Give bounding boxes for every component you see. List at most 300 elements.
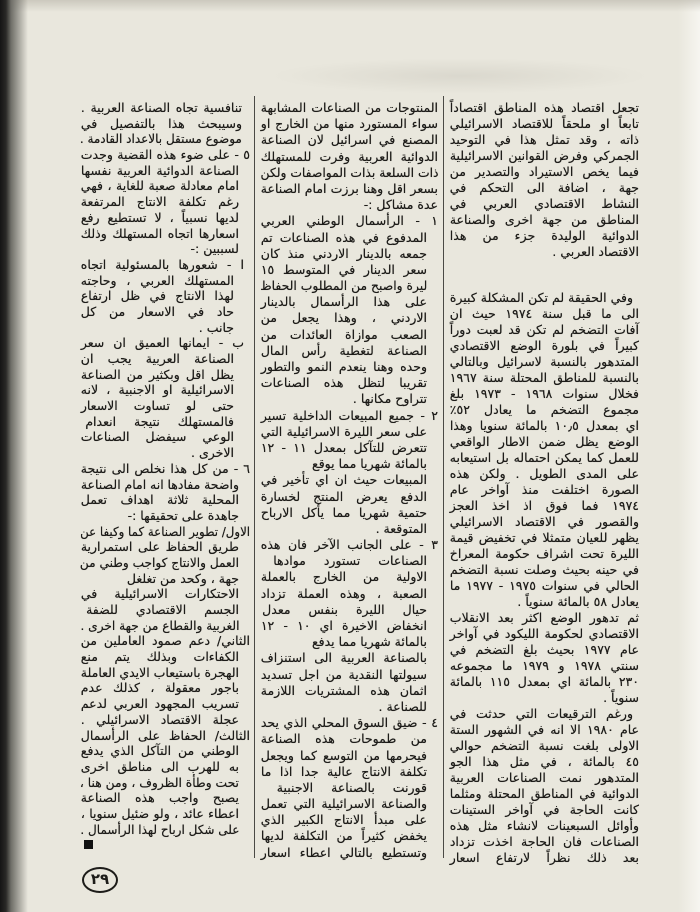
text-line [449, 370, 639, 386]
text-line [260, 116, 438, 132]
text-line-content: الوطني من التآكل الذي يدفع [80, 743, 239, 759]
text-line [260, 505, 438, 521]
text-line-content: الاحتكارات الاسرائيلية في [80, 586, 239, 602]
text-line [260, 699, 438, 715]
text-line-content: حتمية شهريا مما يأكل الارباح [260, 504, 427, 520]
text-line-content: جهة ، اضافة الى التحكم في [449, 180, 639, 195]
text-line [260, 359, 438, 375]
text-line [260, 553, 438, 569]
text-line-content: وسيبحث هذا بالتفصيل في [80, 115, 242, 131]
text-line [449, 514, 639, 530]
text-line [260, 731, 438, 747]
text-line [449, 546, 639, 562]
text-line [449, 338, 639, 354]
text-line [80, 618, 250, 634]
text-line [80, 414, 250, 430]
text-line-content: ٢٣٠ بالمائة اي بمعدل ١١٥ بالمائة [449, 674, 639, 689]
text-line [80, 351, 250, 367]
text-line-content: قورنت بالصناعة الاجنبية [276, 779, 427, 795]
text-line [80, 273, 250, 289]
text-line-content: المتوقعة . [375, 520, 427, 536]
text-line-content: ورغم الترقيعات التي حدثت في [449, 706, 633, 721]
text-line [260, 213, 438, 229]
text-line [449, 322, 639, 338]
text-line-content: باجور معقولة ، كذلك عدم [80, 680, 239, 696]
text-line-content: بالمائة شهريا مما يوقع [312, 456, 427, 472]
text-line-content: تكلفة الانتاج عالية جدا اذا ما [260, 763, 427, 779]
text-line-content: فيما يخص الاستيراد والتصدير من [449, 164, 639, 179]
text-line-content: العمل والانتاج كواجب وطني من [79, 554, 239, 570]
text-line-content: عجلة الاقتصاد الاسرائيلي . [80, 711, 239, 727]
text-line [260, 683, 438, 699]
text-line-content: على سعر الليرة الاسرائيلية التي [260, 423, 427, 439]
text-line-content: الاولى بلغت نسبة التضخم حوالي [449, 738, 639, 753]
text-line-content: الصناعة الدوائية العربية نفسها [80, 162, 239, 178]
text-line [260, 294, 438, 310]
text-line [80, 633, 250, 649]
text-line-content: انخفاض الاخيرة اي ١٠ - ١٢ [260, 618, 427, 633]
text-line-content: تتعرض للتآكل بمعدل ١١ - ١٢ [260, 439, 427, 455]
text-line [80, 241, 250, 257]
text-line-content: اثمان هذه المشتريات اللازمة [260, 682, 427, 698]
text-line [80, 257, 250, 273]
text-line [449, 244, 639, 260]
text-line [260, 100, 438, 116]
text-line-content: وفي الحقيقة لم تكن المشكلة كبيرة [449, 290, 633, 305]
text-line-content: سعر الدينار في المتوسط ١٥ [260, 261, 427, 277]
text-line-content: الغربية والقطاع من جهة اخرى . [79, 617, 239, 633]
text-line-content: فخلال سنوات ١٩٦٨ - ١٩٧٣ بلغ [449, 386, 639, 401]
text-line [260, 650, 438, 666]
text-line [260, 424, 438, 440]
text-line [80, 226, 250, 242]
list-item [260, 715, 438, 861]
text-line-content: يصبح واجب هذه الصناعة [80, 790, 239, 806]
text-line-content: الدوائية الوليدة جزء من هذا [449, 228, 639, 243]
text-line-content: تنافسية تجاه الصناعة العربية . [80, 100, 242, 115]
text-line-content: على مبدأ الانتاج الكبير الذي [260, 812, 427, 828]
text-line [260, 780, 438, 796]
text-line [80, 194, 250, 210]
text-line-content: الليرة تحت اشراف حكومة المعراخ [449, 546, 639, 561]
text-line-content: ٣ - على الجانب الآخر فان هذه [260, 537, 438, 553]
text-line-content: به للهرب الى مناطق اخرى [80, 758, 239, 774]
text-line [260, 586, 438, 602]
list-item-continuation [80, 100, 250, 147]
text-line [260, 521, 438, 537]
text-line [260, 618, 438, 634]
text-line-content: سواء المستورد منها من الخارج او [260, 116, 438, 132]
text-line [449, 818, 639, 834]
text-line [260, 408, 438, 424]
goal-item [80, 524, 250, 634]
text-line-content: ثم تدهور الوضع اكثر بعد الانقلاب [449, 610, 639, 625]
text-line-content: تجعل اقتصاد هذه المناطق اقتصاداً [449, 100, 639, 115]
text-line [449, 306, 639, 322]
text-line [260, 634, 438, 650]
text-line [260, 715, 438, 731]
text-line [80, 759, 250, 775]
text-line-content: الاخرى . [191, 445, 234, 461]
text-line-content: جمعه بالدينار الاردني منذ كان [260, 245, 427, 261]
text-line [449, 132, 639, 148]
text-line [80, 367, 250, 383]
text-line [260, 569, 438, 585]
text-line [449, 642, 639, 658]
text-line [80, 539, 250, 555]
column-rule [443, 96, 444, 858]
text-line-content: ذاته ، وقد تمثل هذا في التوحيد [449, 132, 639, 147]
text-line-content: ب - ايمانها العميق ان سعر [80, 335, 244, 351]
text-line [449, 164, 639, 180]
text-line [80, 571, 250, 587]
text-line [260, 472, 438, 488]
text-line-content: الكفاءات وبذلك يتم منع [80, 649, 239, 665]
list-item [260, 408, 438, 538]
text-line-content: الهجرة باستيعاب الايدي العاملة [80, 664, 239, 680]
text-line [449, 418, 639, 434]
text-line [449, 402, 639, 418]
text-line [449, 786, 639, 802]
list-item [260, 213, 438, 407]
text-line-content: الدوائية في المناطق المحتلة ومثلما [449, 786, 639, 801]
column-left [80, 100, 250, 837]
text-line [449, 706, 639, 722]
text-line-content: الحالي في سنوات ١٩٧٥ - ١٩٧٧ ما [449, 578, 639, 593]
text-line [80, 524, 250, 540]
text-line-content: يخفض كثيراً من التكلفة لديها [260, 828, 427, 844]
text-line [449, 228, 639, 244]
text-line [80, 461, 250, 477]
text-line-content: ١٩٧٤ فما فوق اذ اخذ العجز [449, 498, 639, 513]
text-line [260, 310, 438, 326]
text-line [449, 116, 639, 132]
text-line [80, 100, 250, 116]
text-line [449, 850, 639, 866]
text-line [260, 343, 438, 359]
text-line-content: الجسم الاقتصادي للضفة [86, 602, 239, 617]
text-line-content: لديها نسبياً ، لا تستطيع رفع [80, 209, 239, 225]
text-line [449, 802, 639, 818]
paragraph [449, 290, 639, 610]
text-line [80, 288, 250, 304]
text-line-content: الاقتصاد العربي . [552, 244, 639, 259]
text-line-content: الوضع يظل ضمن الاطار الواقعي [449, 434, 639, 449]
text-line-content: وتستطيع بالتالي اعطاء اسعار [260, 844, 427, 860]
text-line [80, 665, 250, 681]
goal-item [80, 633, 250, 727]
text-line-content: امام معادلة صعبة للغاية ، فهي [80, 178, 239, 194]
list-item [80, 147, 250, 257]
text-line [449, 466, 639, 482]
text-line [260, 489, 438, 505]
text-line-content: المتدهور بالنسبة لاسرائيل وبالتالي [449, 354, 639, 369]
text-line [80, 822, 250, 838]
sub-list-item [80, 257, 250, 335]
text-line-content: بسعر اقل وهنا برزت امام الصناعة [260, 180, 438, 196]
text-line-content: آفات التضخم لم تكن قد لعبت دوراً [449, 322, 639, 337]
text-line-content: للصناعة . [378, 698, 427, 714]
text-line [260, 456, 438, 472]
text-line-content: ٤٥ بالمائة ، في مثل هذا الجو [449, 754, 639, 769]
text-line [260, 197, 438, 213]
text-line-content: تحت وطأة الظروف ، ومن هنا ، [79, 774, 239, 790]
text-line [449, 386, 639, 402]
text-line-content: بالنسبة للمناطق المحتلة سنة ١٩٦٧ [449, 370, 639, 385]
text-line-content: ٥ - على ضوء هذه القضية وجدت [80, 147, 250, 163]
text-line-content: على شكل ارباح لهذا الرأسمال . [79, 821, 239, 837]
list-item [260, 537, 438, 715]
text-line [260, 812, 438, 828]
text-line-content: الدفع يعرض المنتج لخسارة [260, 488, 427, 504]
text-line-content: المحلية ثلاثة اهداف تعمل [80, 492, 239, 508]
text-line-content: المدفوع في هذه الصناعات تم [260, 229, 427, 245]
text-line [260, 667, 438, 683]
text-line-content: اي بمعدل ١٠٫٥ بالمائة سنويا وهذا [449, 418, 639, 433]
text-line-content: يظل اقل وبكثير من الصناعة [80, 366, 234, 382]
column-rule [254, 96, 255, 858]
text-line-content: على هذا الرأسمال بالدينار [260, 294, 427, 310]
text-line [449, 674, 639, 690]
text-line [449, 212, 639, 228]
text-line-content: الجمركي وفرض القوانين الاسرائيلية [449, 148, 639, 163]
text-line-content: والصناعة الاسرائيلية التي تعمل [260, 796, 427, 812]
text-line [449, 834, 639, 850]
text-line-content: حتى لو تساوت الاسعار [80, 398, 234, 414]
text-line [260, 845, 438, 861]
text-line-content: كبيراً في بلورة الوضع الاقتصادي [449, 338, 639, 353]
text-line-content: الدوائية العربية وفرت للمستهلك [260, 148, 438, 164]
text-line [449, 690, 639, 706]
paragraph [449, 100, 639, 260]
text-line [449, 562, 639, 578]
text-line-content: لسببين :- [190, 241, 239, 257]
text-line [80, 712, 250, 728]
text-line [80, 320, 250, 336]
text-line [260, 181, 438, 197]
text-line-content: جهة ، وكحد من تغلغل [126, 570, 239, 586]
text-line [449, 738, 639, 754]
text-line [80, 147, 250, 163]
text-line [80, 210, 250, 226]
text-line [449, 530, 639, 546]
text-line [449, 482, 639, 498]
text-line-content: لهذا الانتاج في ظل ارتفاع [80, 288, 234, 304]
text-line-content: الاسرائيلية او الاجنبية ، لانه [80, 382, 234, 398]
text-line [449, 180, 639, 196]
text-line [80, 775, 250, 791]
text-line-content: الاقتصادي لحكومة الليكود في آواخر [449, 626, 639, 641]
text-line-content: اسعارها اتجاه المستهلك وذلك [80, 225, 239, 241]
text-line-content: تقريبا لتظل هذه الصناعات [260, 375, 427, 391]
text-line-content: بالمائة شهريا مما يدفع [311, 634, 427, 650]
text-line-content: ٦ - من كل هذا نخلص الى نتيجة [80, 460, 250, 476]
text-line-content: الوعي سيفضل الصناعات [80, 429, 234, 445]
text-line-content: للعمل كما يمكن احتماله بل استيعابه [449, 450, 639, 465]
text-line [80, 696, 250, 712]
goal-item [80, 728, 250, 838]
text-line-content: تابعاً او ملحقاً للاقتصاد الاسرائيلي [449, 116, 639, 131]
text-line [260, 537, 438, 553]
bleed-through-shadow [270, 58, 650, 94]
text-line-content: بعد ذلك نظراً لارتفاع اسعار [449, 850, 639, 865]
text-line-content: يعادل ٥٨ بالمائة سنوياً . [517, 594, 639, 609]
text-line [80, 508, 250, 524]
text-line [260, 391, 438, 407]
page-number-text: ٢٩ [90, 870, 110, 888]
text-line [449, 498, 639, 514]
text-line-content: سيولتها النقدية من اجل تسديد [260, 666, 427, 682]
text-line-content: الصناعات فان الحاجة اخذت تزداد [449, 834, 639, 849]
text-line-content: ليرة واصبح من المطلوب الحفاظ [260, 278, 427, 294]
text-line-content: الاولية من الخارج بالعملة [260, 569, 427, 585]
text-line [260, 764, 438, 780]
text-line [449, 594, 639, 610]
text-line-content: المبيعات حيث ان اي تأخير في [260, 472, 427, 488]
text-line-content: الثاني/ دعم صمود العاملين من [80, 633, 250, 649]
text-line [80, 477, 250, 493]
text-line-content: المناطق من جهة اخرى والصناعة [449, 212, 639, 227]
text-line [80, 131, 250, 147]
text-line-content: مجموع التضخم ما يعادل ٥٢٪ [449, 402, 639, 417]
text-line-content: رغم تكلفة الانتاج المرتفعة [80, 194, 239, 210]
text-line-content: اعطاء عائد ، ولو ضئيل سنويا ، [80, 805, 239, 821]
sub-list-item [80, 335, 250, 461]
text-line-content: ٢ - جميع المبيعات الداخلية تسير [260, 407, 438, 423]
text-line [80, 116, 250, 132]
text-line [80, 429, 250, 445]
text-line [80, 398, 250, 414]
text-line [80, 586, 250, 602]
text-line-content: يظهر للعيان متمثلا في تخفيض قيمة [449, 530, 639, 545]
text-line-content: الصورة اختلفت منذ آواخر عام [449, 482, 639, 497]
text-line-content: ا - شعورها بالمسئولية اتجاه [80, 256, 244, 272]
text-line-content: الثالث/ الحفاظ على الرأسمال [80, 727, 250, 743]
text-line [449, 658, 639, 674]
text-line-content: الصعبة ، وهذه العملة تزداد [260, 585, 427, 601]
column-right [449, 100, 639, 866]
text-line [260, 375, 438, 391]
text-line-content: الصعب موازاة العائدات من [260, 326, 427, 342]
text-line [260, 278, 438, 294]
text-line-content: وأوائل السبعينات لانشاء مثل هذه [449, 818, 639, 833]
text-line [449, 754, 639, 770]
text-line-content: بالصناعة العربية الى استنزاف [260, 650, 427, 666]
text-line-content: الاول/ تطوير الصناعة كما وكيفا عن [80, 523, 250, 539]
text-line-content: عام ١٩٧٧ بحيث بلغ التضخم في [449, 642, 639, 657]
text-line [449, 196, 639, 212]
text-line-content: على المدى الطويل . ولكن هذه [449, 466, 639, 481]
text-line [80, 743, 250, 759]
page-number [82, 867, 118, 893]
text-line [80, 178, 250, 194]
text-line-content: كانت الحاجة في آواخر الستينات [449, 802, 639, 817]
text-line [260, 748, 438, 764]
text-line [80, 602, 250, 618]
text-line [80, 790, 250, 806]
text-line [449, 434, 639, 450]
end-mark [84, 840, 93, 849]
text-line [449, 610, 639, 626]
text-line-content: المنتوجات من الصناعات المشابهة [260, 100, 438, 115]
text-line-content: الى ما قبل سنة ١٩٧٤ حيث ان [449, 306, 639, 321]
text-line [260, 230, 438, 246]
text-line [260, 796, 438, 812]
text-line [449, 148, 639, 164]
text-line-content: سنوياً . [603, 690, 639, 705]
text-line-content: ٤ - ضيق السوق المحلي الذي يحد [260, 715, 438, 731]
text-line [80, 728, 250, 744]
text-line-content: موضوع مستقل بالاعداد القادمة . [80, 131, 242, 147]
text-line-content: فالمستهلك نتيجة انعدام [85, 413, 234, 429]
text-line-content: سنتي ١٩٧٨ و ١٩٧٩ ما مجموعه [449, 658, 639, 673]
text-line [80, 680, 250, 696]
text-line [260, 828, 438, 844]
text-line [449, 100, 639, 116]
column-middle [260, 100, 438, 861]
text-line [260, 262, 438, 278]
text-line [449, 722, 639, 738]
text-line-content: الصناعة لتغطية رأس المال [260, 342, 427, 358]
text-line-content: ذات السلعة بذات المواصفات ولكن [260, 164, 438, 180]
binding-shadow [0, 0, 28, 912]
text-line-content: فيحرمها من التوسع كما ويجعل [260, 747, 427, 763]
text-line-content: حاد في الاسعار من كل [80, 303, 234, 319]
text-line-content: عام ١٩٨٠ الا انه في الشهور الستة [449, 722, 639, 737]
text-line [449, 578, 639, 594]
text-line [260, 246, 438, 262]
text-line [80, 806, 250, 822]
text-line-content: حيال الليرة بنفس معدل [262, 601, 427, 617]
text-line [80, 163, 250, 179]
text-line-content: النشاط الاقتصادي العربي في [449, 196, 639, 211]
text-line-content: الصناعات تستورد موادها [273, 553, 427, 569]
text-line-content: جاهدة على تحقيقها :- [127, 507, 239, 523]
text-line [80, 382, 250, 398]
text-line [449, 354, 639, 370]
text-line [80, 555, 250, 571]
text-line-content: تسريب المجهود العربي لدعم [80, 696, 239, 712]
text-line [80, 335, 250, 351]
text-line [260, 165, 438, 181]
text-line-content: جانب . [198, 319, 234, 335]
text-line [260, 149, 438, 165]
text-line [80, 649, 250, 665]
text-line-content: تتراوح مكانها . [352, 391, 427, 407]
text-line-content: المصنع في اسرائيل لان الصناعة [260, 132, 438, 148]
text-line [260, 602, 438, 618]
text-line-content: الاردني ، وهذا يجعل من [260, 310, 427, 326]
text-line-content: عدة مشاكل :- [363, 197, 438, 213]
paragraph [260, 100, 438, 213]
list-item [80, 461, 250, 524]
text-line-content: الصناعة العربية يجب ان [80, 351, 234, 366]
text-line-content: المستهلك العربي ، وحاجته [80, 272, 234, 288]
text-line [260, 132, 438, 148]
text-line [260, 440, 438, 456]
text-line [449, 770, 639, 786]
text-line [449, 626, 639, 642]
text-line-content: في حينه بحيث وصلت نسبة التضخم [449, 562, 639, 577]
text-line [260, 327, 438, 343]
text-line-content: والقصور في الاقتصاد الاسرائيلي [449, 514, 639, 529]
text-line-content: وحده وهنا ينعدم النمو والتطور [260, 359, 427, 374]
text-line [449, 290, 639, 306]
text-line-content: ١ - الرأسمال الوطني العربي [260, 213, 438, 229]
paragraph [449, 706, 639, 866]
text-line-content: من طموحات هذه الصناعة [260, 731, 427, 747]
text-line-content: طريق الحفاظ على استمرارية [80, 539, 239, 555]
